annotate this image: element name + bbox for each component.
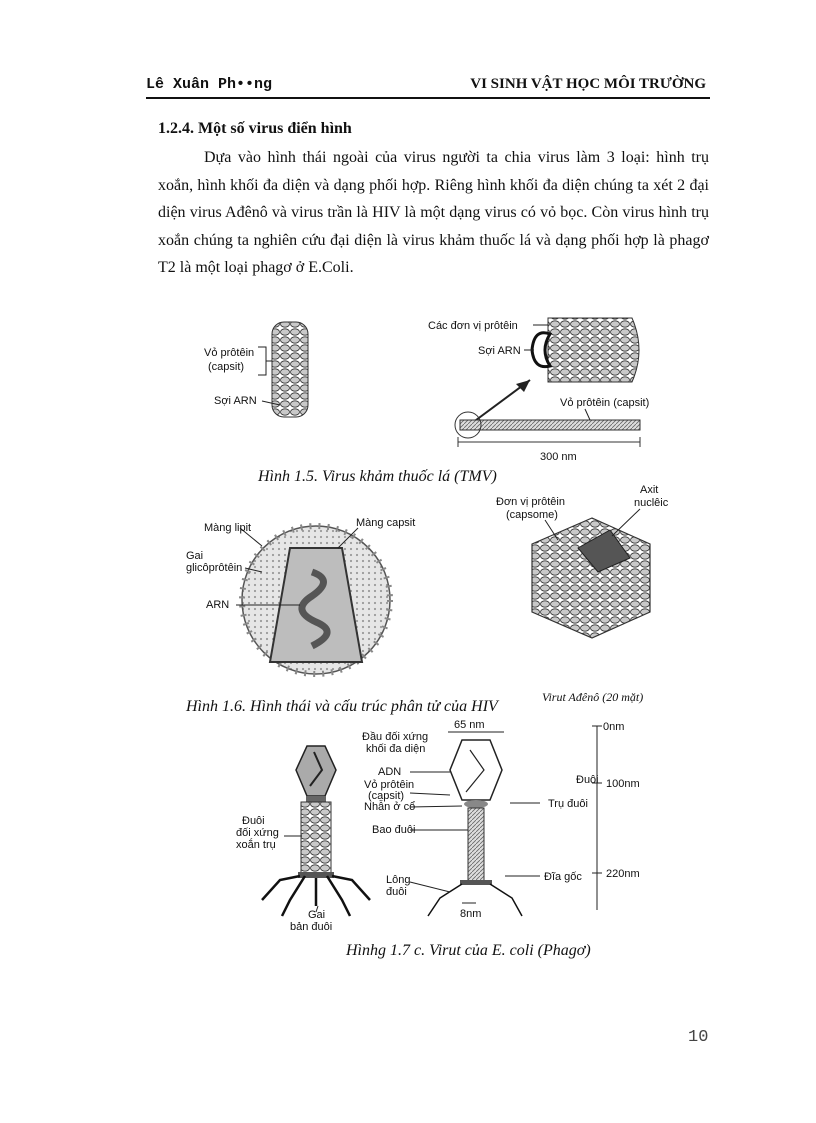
figure-1-7-caption: Hìnhg 1.7 c. Virut của E. coli (Phagơ) — [346, 942, 591, 959]
label-capsome: (capsome) — [506, 509, 558, 521]
label-pin-2: bản đuôi — [290, 921, 333, 933]
phage-scale-bar — [592, 721, 640, 910]
figure-1-6-caption: Hình 1.6. Hình thái và cấu trúc phân tử của HIV — [186, 698, 498, 715]
label-fiber-1: Lông — [386, 874, 411, 886]
running-header-title: VI SINH VẬT HỌC MÔI TRƯỜNG — [470, 76, 706, 92]
label-lipid-membrane: Màng lipit — [204, 522, 252, 534]
label-capsid-membrane: Màng capsit — [356, 517, 416, 529]
adeno-caption: Virut Ađênô (20 mặt) — [542, 690, 644, 704]
label-length-300nm: 300 nm — [540, 451, 577, 463]
adenovirus-diagram — [496, 484, 669, 704]
label-head-symmetry: Đầu đối xứng — [362, 731, 429, 743]
label-tail-sheath: Bao đuôi — [372, 824, 416, 836]
label-capsid-phage-2: (capsit) — [368, 790, 405, 802]
label-rna-hiv: ARN — [206, 599, 230, 611]
label-tail-core: Trụ đuôi — [548, 798, 588, 810]
label-protein-units: Các đơn vị prôtêin — [428, 320, 518, 332]
label-dna: ADN — [378, 766, 402, 778]
label-tail-3: xoắn trụ — [236, 839, 276, 851]
label-width-65nm: 65 nm — [454, 719, 485, 731]
label-nucleic-acid-2: nuclêic — [634, 497, 669, 509]
section-heading: 1.2.4. Một số virus điển hình — [158, 120, 352, 137]
phage-right — [428, 732, 522, 916]
label-fiber-2: đuôi — [386, 886, 407, 898]
page-number: 10 — [688, 1028, 709, 1047]
label-width-8nm: 8nm — [460, 908, 482, 920]
label-capsid-3: Vỏ prôtêin (capsit) — [560, 397, 650, 409]
label-rna: Sợi ARN — [214, 395, 257, 407]
label-tail-2: đối xứng — [236, 827, 279, 839]
label-capsid-2: (capsit) — [208, 361, 245, 373]
label-tail-1: Đuôi — [242, 815, 265, 827]
running-header-author: Lê Xuân Ph••ng — [146, 76, 273, 93]
label-head-polyhedral: khối đa diện — [366, 743, 426, 755]
label-capsid: Vỏ prôtêin — [204, 347, 255, 359]
scale-100nm: 100nm — [606, 778, 640, 790]
scale-220nm: 220nm — [606, 868, 640, 880]
figure-1-5-caption: Hình 1.5. Virus khảm thuốc lá (TMV) — [258, 468, 497, 485]
scale-0nm: 0nm — [603, 721, 625, 733]
label-glycoprotein: glicôprôtêin — [186, 562, 243, 574]
label-capsid-phage: Vỏ prôtêin — [364, 779, 415, 791]
label-base-plate: Đĩa gốc — [544, 871, 582, 883]
label-collar: Nhẫn ở cổ — [364, 801, 416, 813]
label-nucleic-acid: Axit — [640, 484, 659, 496]
tmv-left-labels — [204, 347, 280, 407]
label-tail-right: Đuôi — [576, 774, 599, 786]
label-rna-2: Sợi ARN — [478, 345, 521, 357]
hiv-diagram — [186, 517, 415, 674]
tmv-left-rod — [272, 322, 308, 417]
body-paragraph-text: Dựa vào hình thái ngoài của virus người ta chia virus làm 3 loại: hình trụ xoắn, hình khối đa diện và dạng phối hợp. Riêng hình khối đa diện chúng ta xét 2 đại diện virus Ađênô và virus trần là HIV là một dạng virus có vỏ bọc. Còn virus hình trụ xoắn chúng ta nghiên cứu đại diện là virus khảm thuốc lá và dạng phối hợp là phagơ T2 là một loại phagơ ở E.Coli. — [158, 149, 709, 276]
tmv-right-closeup — [428, 318, 649, 463]
label-protein-unit: Đơn vị prôtêin — [496, 496, 565, 508]
label-pin-1: Gai — [308, 909, 326, 921]
label-spike: Gai — [186, 550, 204, 562]
